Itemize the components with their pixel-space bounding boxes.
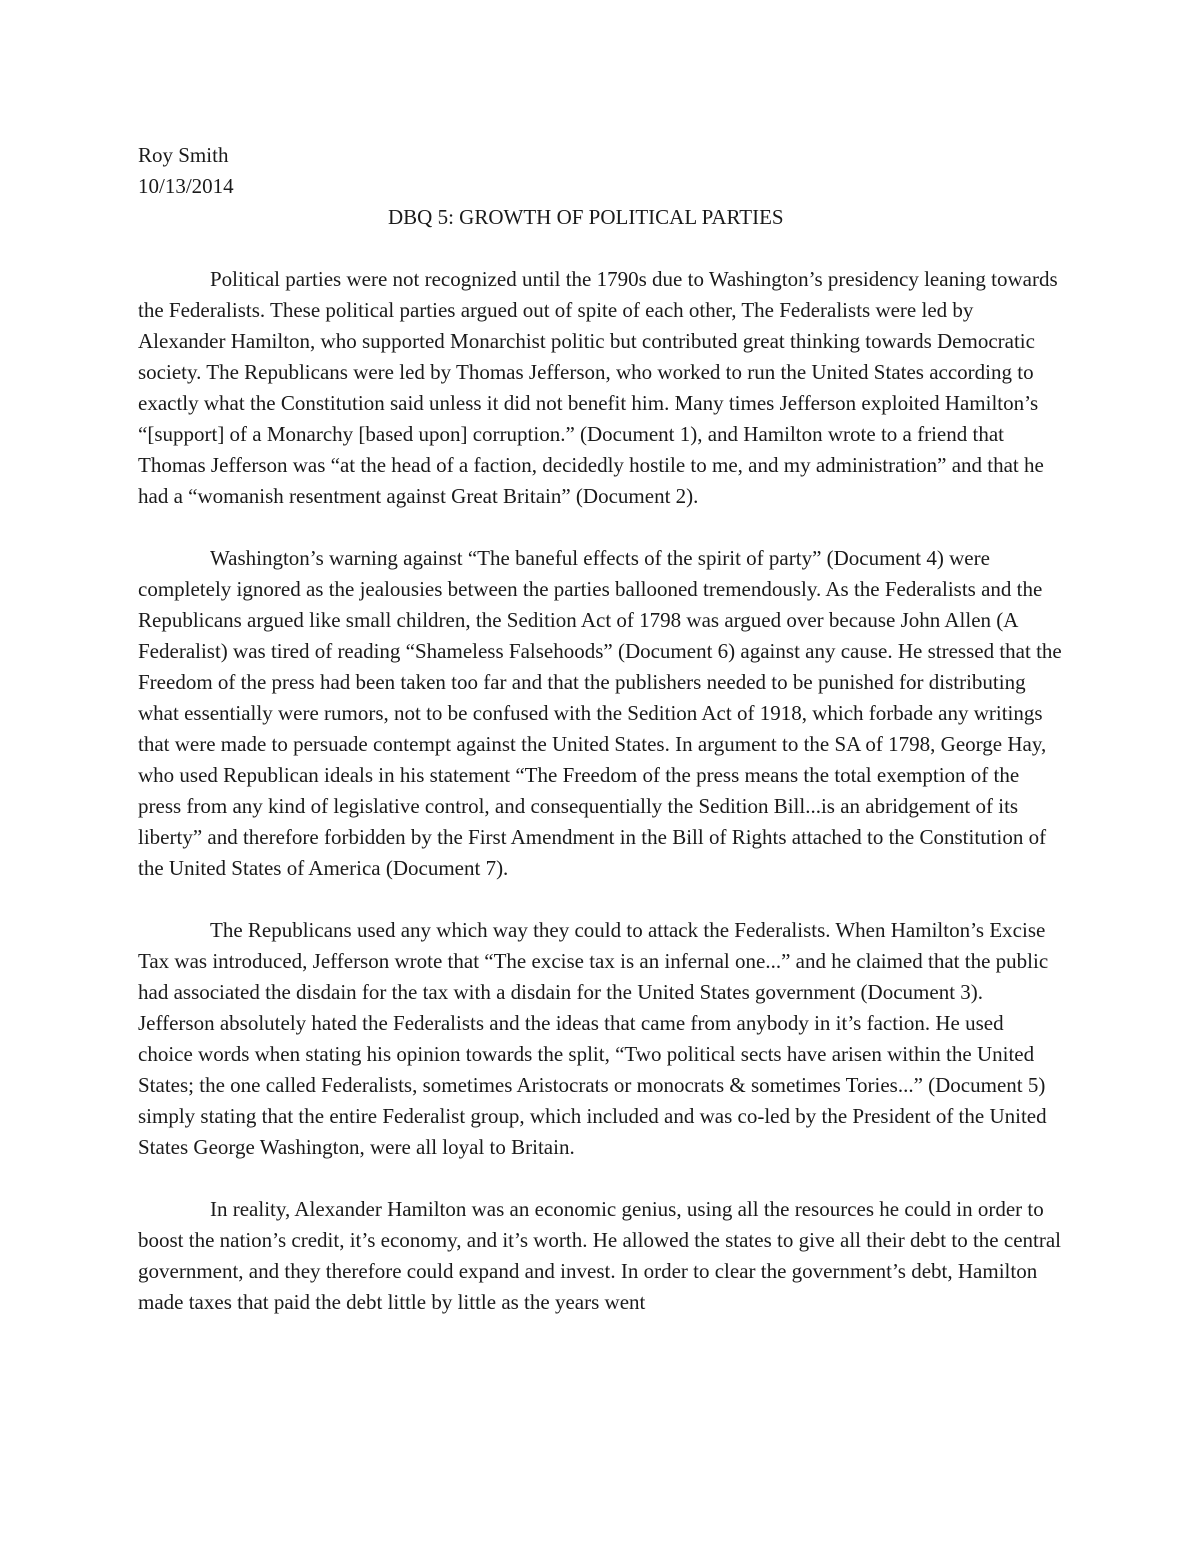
paragraph-4: In reality, Alexander Hamilton was an economic genius, using all the resources he could in order to boost the nation’s credit, it’s economy, and it’s worth. He allowed the states to give all their debt to the central government, and they therefore could expand and invest. In order to clear the government’s debt, Hamilton made taxes that paid the debt little by little as the years went bbox=[138, 1197, 1061, 1314]
paragraph-3: The Republicans used any which way they could to attack the Federalists. When Hamilton’s Excise Tax was introduced, Jefferson wrote that “The excise tax is an infernal one...” and he claimed that the public had associated the disdain for the tax with a disdain for the United States government (Document 3). Jefferson absolutely hated the Federalists and the ideas that came from anybody in it’s faction. He used choice words when stating his opinion towards the split, “Two political sects have arisen within the United States; the one called Federalists, sometimes Aristocrats or monocrats & sometimes Tories...” (Document 5) simply stating that the entire Federalist group, which included and was co-led by the President of the United States George Washington, were all loyal to Britain. bbox=[138, 918, 1049, 1159]
author-name: Roy Smith bbox=[138, 143, 229, 167]
paragraph-2: Washington’s warning against “The baneful effects of the spirit of party” (Document 4) were completely ignored as the jealousies between the parties ballooned tremendously. As the Federalists and the Republicans argued like small children, the Sedition Act of 1798 was argued over because John Allen (A Federalist) was tired of reading “Shameless Falsehoods” (Document 6) against any cause. He stressed that the Freedom of the press had been taken too far and that the publishers needed to be punished for distributing what essentially were rumors, not to be confused with the Sedition Act of 1918, which forbade any writings that were made to persuade contempt against the United States. In argument to the SA of 1798, George Hay, who used Republican ideals in his statement “The Freedom of the press means the total exemption of the press from any kind of legislative control, and consequentially the Sedition Bill...is an abridgement of its liberty” and therefore forbidden by the First Amendment in the Bill of Rights attached to the Constitution of the United States of America (Document 7). bbox=[138, 546, 1062, 880]
paragraph-1: Political parties were not recognized until the 1790s due to Washington’s presidency leaning towards the Federalists. These political parties argued out of spite of each other, The Federalists were led by Alexander Hamilton, who supported Monarchist politic but contributed great thinking towards Democratic society. The Republicans were led by Thomas Jefferson, who worked to run the United States according to exactly what the Constitution said unless it did not benefit him. Many times Jefferson exploited Hamilton’s “[support] of a Monarchy [based upon] corruption.” (Document 1), and Hamilton wrote to a friend that Thomas Jefferson was “at the head of a faction, decidedly hostile to me, and my administration” and that he had a “womanish resentment against Great Britain” (Document 2). bbox=[138, 267, 1058, 508]
document-body bbox=[138, 140, 1063, 1318]
document-date: 10/13/2014 bbox=[138, 174, 234, 198]
document-title: DBQ 5: GROWTH OF POLITICAL PARTIES bbox=[388, 205, 784, 229]
